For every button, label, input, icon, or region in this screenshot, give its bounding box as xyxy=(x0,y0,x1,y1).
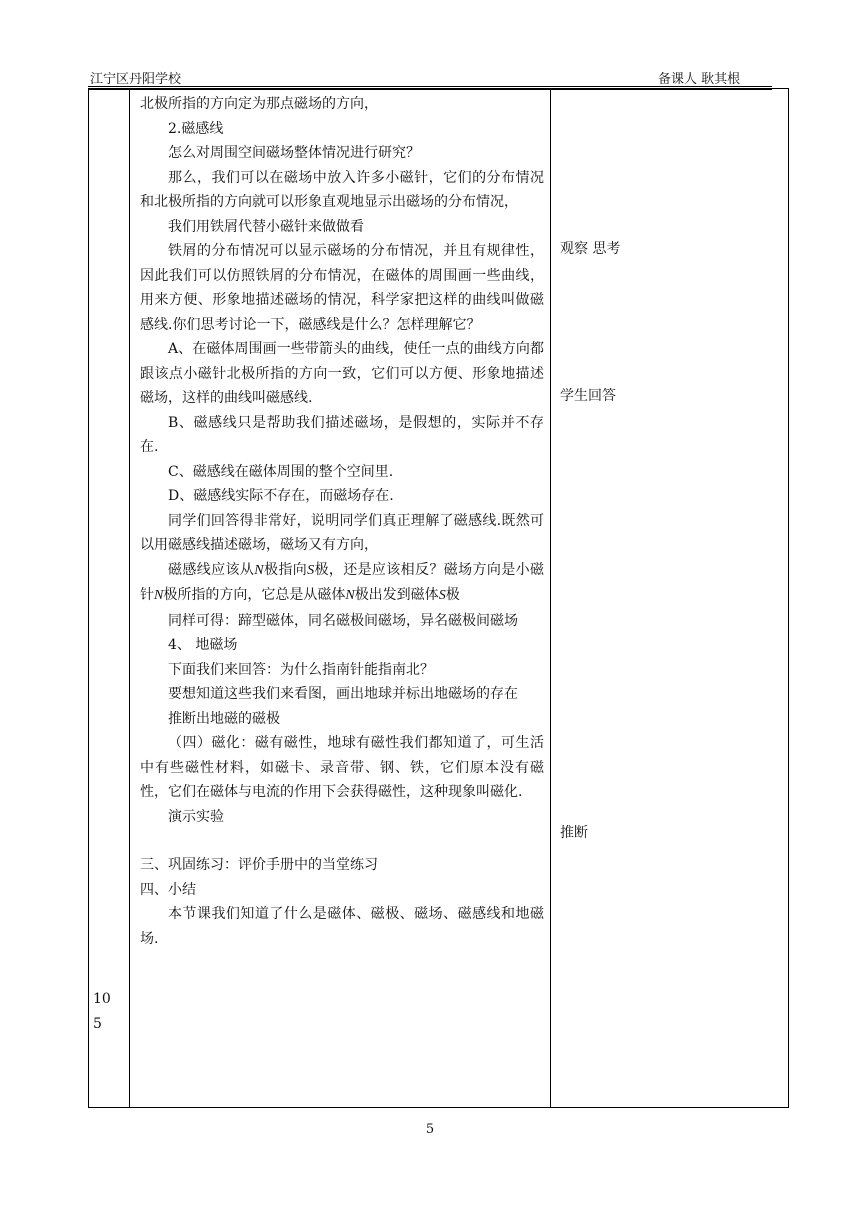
time-value-1: 10 xyxy=(93,991,111,1007)
content-paragraph: 怎么对周围空间磁场整体情况进行研究？ xyxy=(168,145,420,161)
south-pole-symbol: S xyxy=(307,562,315,578)
time-allocation xyxy=(89,987,131,1037)
content-paragraph: 那么，我们可以在磁场中放入许多小磁针，它们的分布情况和北极所指的方向就可以形象直观地显示出磁场的分布情况， xyxy=(140,169,544,210)
lesson-preparer: 备课人 耿其根 xyxy=(658,72,741,87)
page-number: 5 xyxy=(425,1122,435,1137)
content-paragraph: 铁屑的分布情况可以显示磁场的分布情况，并且有规律性，因此我们可以仿照铁屑的分布情况，在磁体的周围画一些曲线，用来方便、形象地描述磁场的情况，科学家把这样的曲线叫做磁感线.你们思考讨论一下，磁感线是什么？怎样理解它？ xyxy=(140,243,544,333)
activity-infer: 推断 xyxy=(560,825,588,841)
answer-c: C、磁感线在磁体周围的整个空间里. xyxy=(168,463,394,480)
section-heading-earth-field: 4、 地磁场 xyxy=(168,637,238,653)
content-paragraph: 演示实验 xyxy=(168,808,224,825)
column-divider-time xyxy=(129,89,130,1107)
answer-d: D、磁感线实际不存在，而磁场存在. xyxy=(168,488,394,504)
north-pole-symbol: N xyxy=(254,562,264,578)
content-paragraph-pole-direction: 磁感线应该从N极指向S极，还是应该相反？磁场方向是小磁针N极所指的方向，它总是从磁体N极出发到磁体S极 xyxy=(140,561,545,603)
column-divider-activity xyxy=(550,89,551,1107)
content-paragraph: 同学们回答得非常好，说明同学们真正理解了磁感线.既然可以用磁感线描述磁场，磁场又有方向， xyxy=(140,512,544,553)
section-heading-field-lines: 2.磁感线 xyxy=(168,120,224,137)
lesson-table xyxy=(88,88,789,1108)
answer-a: A、在磁体周围画一些带箭头的曲线，使任一点的曲线方向都跟该点小磁针北极所指的方向一致，它们可以方便、形象地描述磁场，这样的曲线叫磁感线. xyxy=(140,341,544,406)
section-heading-practice: 三、巩固练习：评价手册中的当堂练习 xyxy=(140,857,378,873)
page-header xyxy=(88,66,772,86)
time-value-2: 5 xyxy=(93,1016,102,1032)
content-paragraph: 要想知道这些我们来看图，画出地球并标出地磁场的存在 xyxy=(168,686,518,702)
activity-observe-think: 观察 思考 xyxy=(560,241,621,257)
blank-line xyxy=(140,829,544,853)
north-pole-symbol: N xyxy=(154,588,164,603)
school-name: 江宁区丹阳学校 xyxy=(90,72,182,87)
header-rule-top xyxy=(88,86,772,87)
content-paragraph: 推断出地磁的磁极 xyxy=(168,710,280,727)
activity-student-answer: 学生回答 xyxy=(560,388,616,404)
south-pole-symbol: S xyxy=(438,588,446,603)
answer-b: B、磁感线只是帮助我们描述磁场，是假想的，实际并不存在. xyxy=(140,414,544,455)
section-magnetization: （四）磁化：磁有磁性，地球有磁性我们都知道了，可生活中有些磁性材料，如磁卡、录音带、钢、铁，它们原本没有磁性，它们在磁体与电流的作用下会获得磁性，这种现象叫磁化. xyxy=(140,735,544,800)
content-paragraph: 北极所指的方向定为那点磁场的方向， xyxy=(140,96,378,112)
content-paragraph: 同样可得：蹄型磁体，同名磁极间磁场，异名磁极间磁场 xyxy=(168,612,518,629)
north-pole-symbol: N xyxy=(345,588,355,603)
teaching-content xyxy=(140,92,544,951)
content-paragraph: 我们用铁屑代替小磁针来做做看 xyxy=(168,218,364,235)
content-paragraph: 下面我们来回答：为什么指南针能指南北？ xyxy=(168,661,434,678)
content-paragraph: 本节课我们知道了什么是磁体、磁极、磁场、磁感线和地磁场. xyxy=(140,906,544,947)
section-heading-summary: 四、小结 xyxy=(140,881,196,898)
